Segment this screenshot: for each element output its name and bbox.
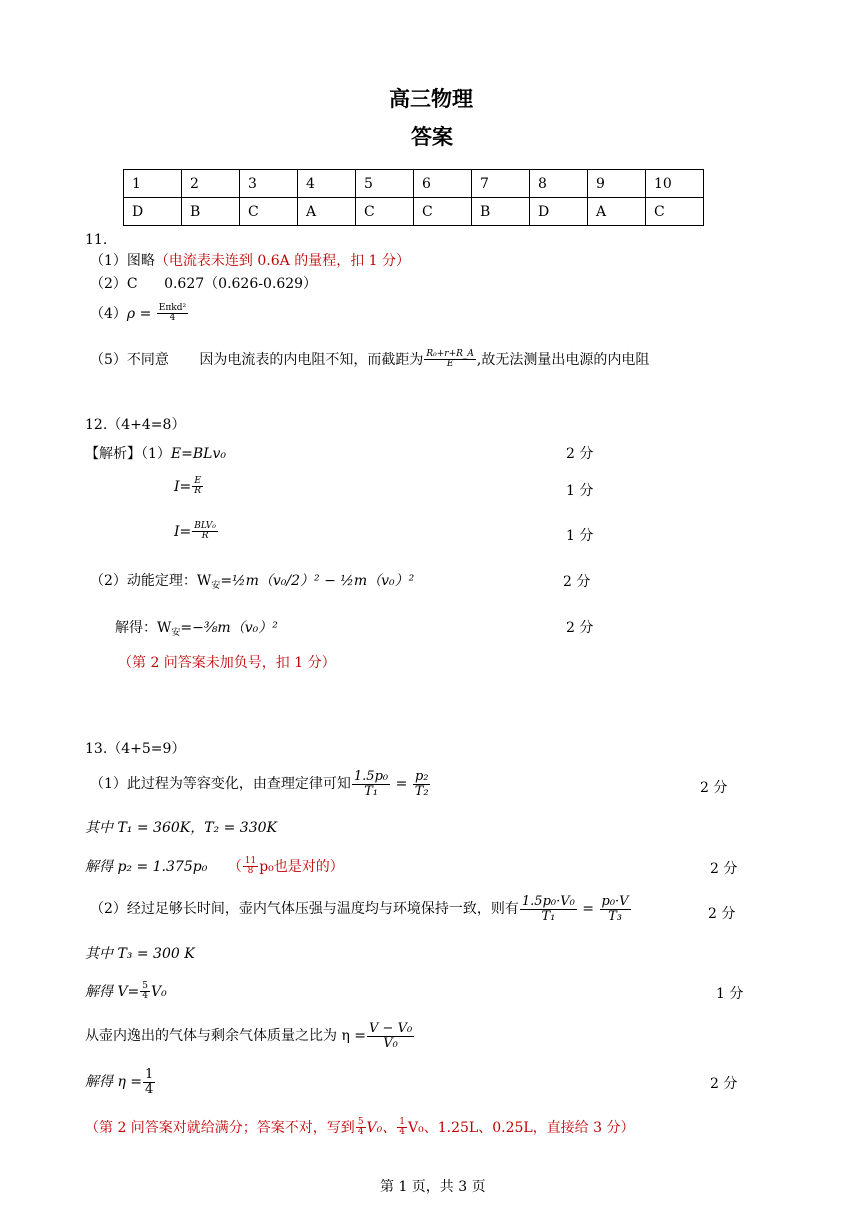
q12-analysis	[85, 446, 226, 463]
q13-note-frac-1-num: 5	[357, 1117, 364, 1127]
q12-part2-label: （2）动能定理：W	[90, 573, 212, 589]
q13-part2-den-right: T₃	[608, 908, 622, 924]
q11-part4	[90, 304, 189, 324]
q11-part5-den: E	[446, 359, 454, 370]
answer-table-number-cell: 5	[356, 170, 414, 198]
q13-note-frac-1-den: 4	[357, 1127, 364, 1138]
q13-part2-num-right: p₀·V	[601, 894, 629, 909]
q13-part2-frac-left	[520, 895, 577, 923]
q13-ratio-frac	[367, 1022, 414, 1050]
answer-table-number-cell: 6	[414, 170, 472, 198]
q13-result-3	[85, 1068, 156, 1096]
page-title: 高三物理	[389, 87, 473, 111]
q13-note-frac-2	[397, 1118, 407, 1138]
q13-part1-text: （1）此过程为等容变化，由查理定律可知	[90, 776, 351, 793]
q13-ratio-num: V − V₀	[369, 1021, 413, 1036]
answer-table-answer-cell: C	[240, 198, 298, 226]
answer-table-answer-cell: A	[298, 198, 356, 226]
q12-eq2-fraction	[192, 477, 203, 497]
q13-ratio-text: 从壶内逸出的气体与剩余气体质量之比为 η =	[85, 1028, 367, 1045]
page-footer: 第 1 页，共 3 页	[380, 1179, 486, 1195]
q11-part5-text-b: ,故无法测量出电源的内电阻	[476, 351, 650, 368]
answer-table	[123, 169, 704, 226]
q11-part5-label: （5）不同意	[90, 351, 169, 368]
answer-table-number-cell: 3	[240, 170, 298, 198]
q11-part2	[90, 276, 317, 293]
q12-kinetic-eq: =½m（v₀/2）² − ½m（v₀）²	[220, 573, 415, 589]
q12-eq1: E=BLv₀	[170, 446, 226, 462]
q12-heading: 12.（4+4=8）	[85, 417, 186, 433]
q11-part5-text-a: 因为电流表的内电阻不知，而截距为	[199, 351, 424, 368]
q13-part2-frac-right	[600, 895, 631, 923]
q13-result-2	[85, 982, 167, 1002]
q13-score-2: 2 分	[710, 861, 738, 877]
q13-part1-den-left: T₁	[364, 783, 378, 799]
q13-result-1-note-num: 11	[244, 856, 257, 866]
q13-part1-num-left: 1.5p₀	[353, 769, 389, 784]
q13-note	[85, 1118, 634, 1138]
answer-table-number-cell: 4	[298, 170, 356, 198]
q13-note-a: （第 2 问答案对就给满分；答案不对，写到	[85, 1119, 355, 1136]
q11-part4-lhs: ρ =	[126, 305, 152, 322]
q13-note-b: V₀、	[366, 1119, 397, 1136]
q13-result-2-den: 4	[142, 991, 149, 1002]
q13-part1: （1）此过程为等容变化，由查理定律可知 $\frac{\text{1.5p₀}}{\text{T₁}}$ = $\frac{\text{p₂}}{\text{T₂}}$	[90, 769, 429, 799]
q11-part2-label: （2）C	[90, 276, 138, 292]
q13-part1-frac-left	[352, 770, 390, 798]
q11-part4-fraction	[157, 304, 188, 324]
q13-part1-den-right: T₂	[414, 783, 429, 799]
q12-solve-label: 解得：W	[115, 620, 172, 636]
q13-given-1: 其中 T₁ = 360K，T₂ = 330K	[85, 820, 277, 836]
answer-table-answer-cell: A	[588, 198, 646, 226]
q13-part2-den-left: T₁	[541, 908, 556, 924]
answer-table-number-cell: 1	[124, 170, 182, 198]
q13-note-frac-2-num: 1	[399, 1117, 406, 1127]
q12-eq3	[174, 522, 219, 542]
q12-solve-eq: =−⅜m（v₀）²	[180, 620, 278, 636]
q13-ratio	[85, 1022, 415, 1050]
q13-result-1-note-text: p₀也是对的）	[259, 858, 344, 875]
q13-part1-frac-right	[413, 770, 431, 798]
q13-result-1	[85, 857, 344, 877]
q12-analysis-label: 【解析】（1）	[85, 446, 171, 462]
q13-ratio-den: V₀	[383, 1035, 398, 1051]
q13-part2: （2）经过足够长时间，壶内气体压强与温度均与环境保持一致，则有 $\frac{\text{1.5p₀·V₀}}{\text{T₁}}$ = $\frac{\text{p₀·V}}{\text{T₃}}$	[90, 894, 629, 924]
q13-part2-num-left: 1.5p₀·V₀	[521, 894, 575, 909]
q12-score-3: 1 分	[566, 528, 594, 544]
q11-part1	[90, 253, 410, 270]
q11-part5-fraction	[424, 350, 476, 370]
q12-eq2-num: E	[194, 476, 201, 486]
q12-solve-sub: 安	[171, 628, 181, 638]
answer-table-answer-cell: C	[414, 198, 472, 226]
q11-part1-note: （电流表未连到 0.6A 的量程，扣 1 分）	[154, 253, 411, 269]
q13-part1-num-right: p₂	[414, 769, 429, 784]
q12-eq3-num: BLV₀	[194, 521, 216, 531]
q12-solve	[115, 620, 278, 639]
q12-score-4: 2 分	[563, 574, 591, 590]
q13-result-1-text: 解得 p₂ = 1.375p₀	[85, 858, 208, 875]
q11-part4-num: Eπkd²	[158, 303, 187, 313]
q13-result-2-frac	[140, 982, 150, 1002]
answer-table-number-cell: 10	[646, 170, 704, 198]
q13-heading: 13.（4+5=9）	[85, 741, 186, 757]
q13-score-5: 2 分	[710, 1076, 738, 1092]
q12-eq2-den: R	[194, 486, 202, 497]
answer-table-answer-cell: C	[356, 198, 414, 226]
q13-score-3: 2 分	[708, 906, 736, 922]
q13-score-4: 1 分	[716, 986, 744, 1002]
q13-result-2-num: 5	[142, 981, 149, 991]
q13-result-3-den: 4	[145, 1081, 154, 1097]
answer-table-answer-row	[124, 198, 704, 226]
answer-table-answer-cell: D	[124, 198, 182, 226]
answer-table-number-cell: 7	[472, 170, 530, 198]
q13-result-2-lhs: 解得 V=	[85, 983, 140, 1000]
q11-part4-den: 4	[169, 313, 176, 324]
q13-result-2-rhs: V₀	[151, 983, 167, 1000]
answer-table-number-cell: 8	[530, 170, 588, 198]
answer-table-number-row	[124, 170, 704, 198]
q12-eq2-lhs: I=	[174, 478, 192, 495]
q11-number: 11.	[85, 232, 108, 248]
answer-table-number-cell: 2	[182, 170, 240, 198]
q13-note-c: V₀、1.25L、0.25L，直接给 3 分）	[408, 1119, 635, 1136]
answer-table-answer-cell: C	[646, 198, 704, 226]
q12-eq3-den: R	[201, 531, 209, 542]
q13-result-1-note: （ $\frac{11}{8}$ p₀也是对的）	[227, 856, 344, 877]
q13-result-3-lhs: 解得 η =	[85, 1074, 143, 1091]
q13-result-1-note-frac	[243, 857, 258, 877]
q12-part2	[90, 573, 414, 592]
answer-table-answer-cell: D	[530, 198, 588, 226]
answer-table-answer-cell: B	[472, 198, 530, 226]
q13-part2-text: （2）经过足够长时间，壶内气体压强与温度均与环境保持一致，则有	[90, 901, 519, 918]
page-subtitle: 答案	[411, 125, 453, 149]
q12-score-5: 2 分	[566, 620, 594, 636]
q11-part2-value: 0.627（0.626-0.629）	[164, 276, 318, 292]
q12-score-1: 2 分	[566, 446, 594, 462]
q11-part4-label: （4）	[90, 305, 127, 322]
answer-table-answer-cell: B	[182, 198, 240, 226]
q11-part5-num: R₀+r+R_A	[426, 349, 474, 359]
q13-result-3-frac	[143, 1068, 155, 1096]
q13-score-1: 2 分	[700, 780, 728, 796]
q13-note-frac-1	[356, 1118, 366, 1138]
q12-score-2: 1 分	[566, 483, 594, 499]
q12-eq2	[174, 477, 204, 497]
q12-note: （第 2 问答案未加负号，扣 1 分）	[118, 655, 336, 671]
answer-table-number-cell: 9	[588, 170, 646, 198]
q13-result-1-note-den: 8	[247, 866, 254, 877]
q12-eq3-lhs: I=	[174, 523, 192, 540]
q13-result-3-num: 1	[145, 1067, 154, 1082]
q11-part1-label: （1）图略	[90, 253, 155, 269]
q12-part2-sub: 安	[211, 581, 221, 591]
q13-note-frac-2-den: 4	[399, 1127, 406, 1138]
q13-given-2: 其中 T₃ = 300 K	[85, 946, 195, 962]
q12-eq3-fraction	[192, 522, 218, 542]
q11-part5	[90, 350, 649, 370]
